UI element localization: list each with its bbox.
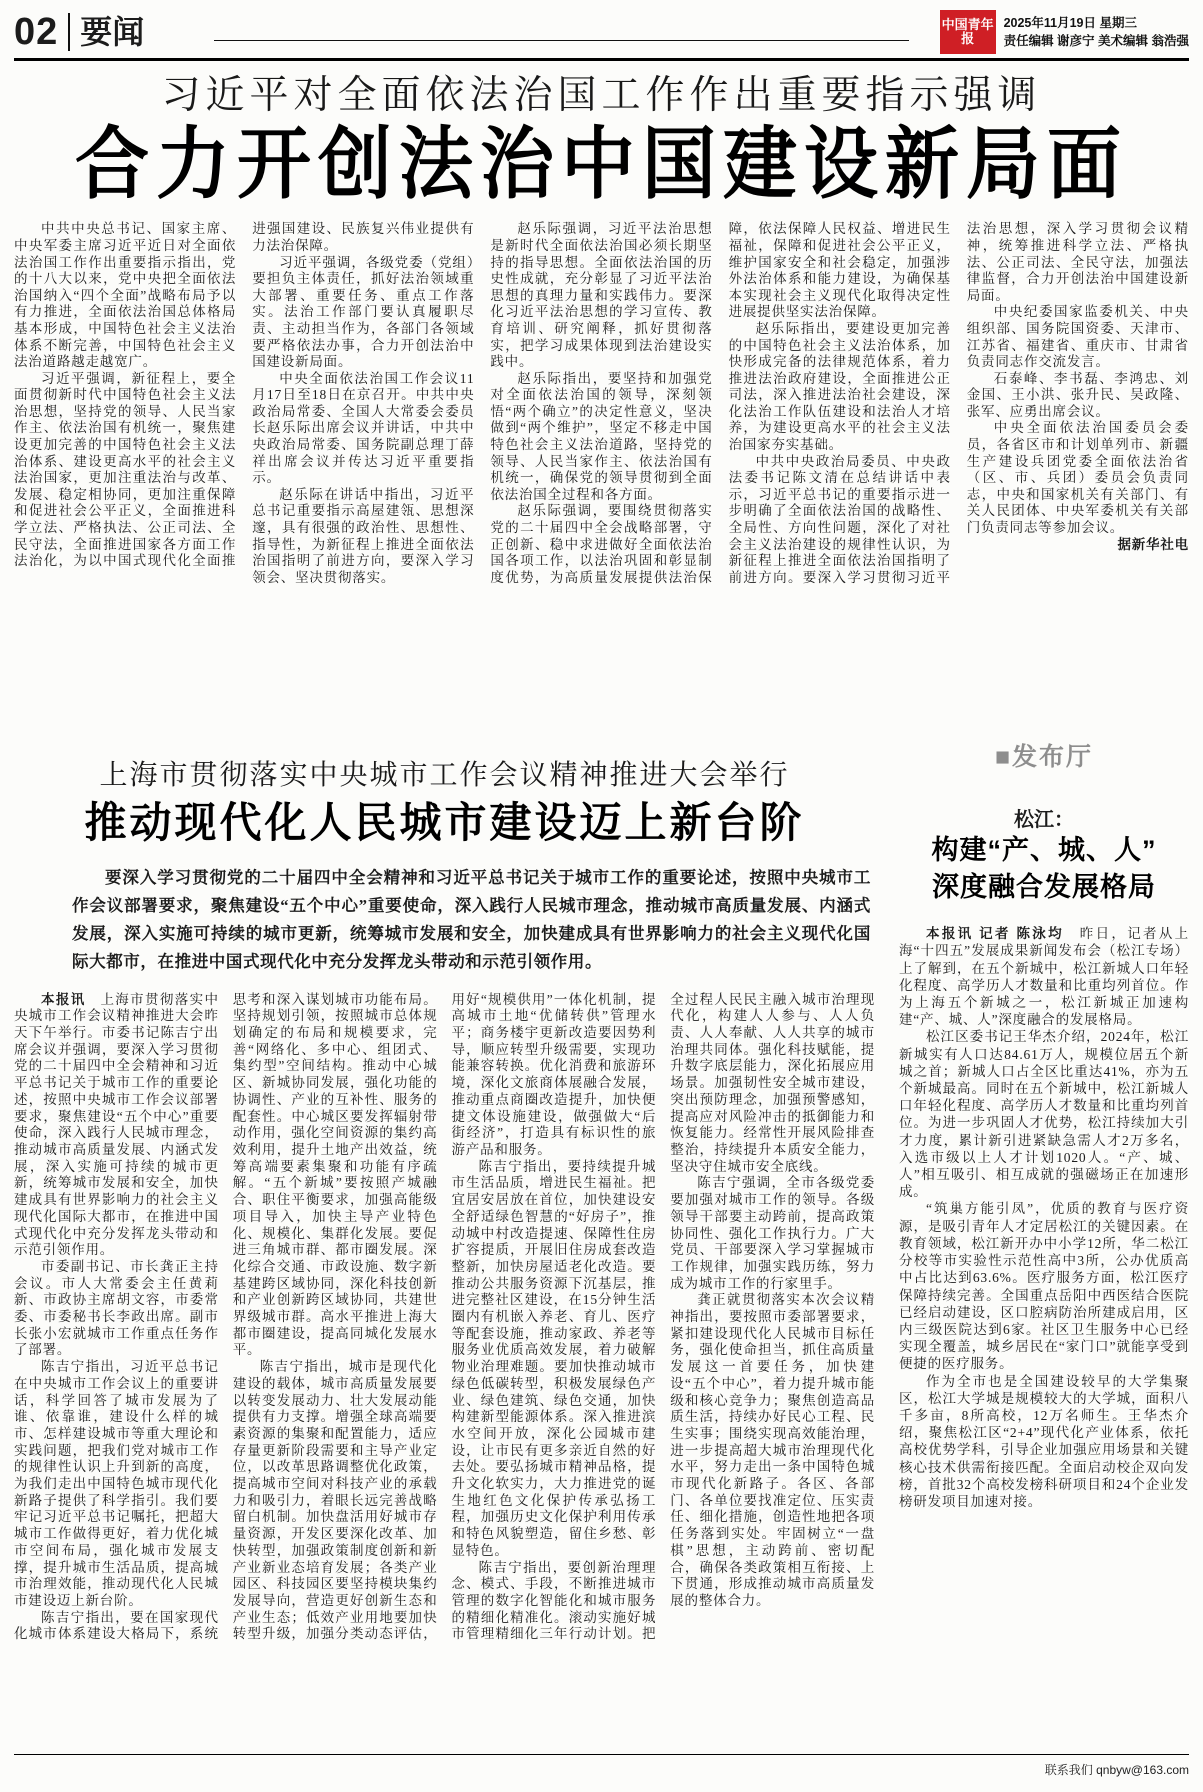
masthead-logo: 中国青年报 — [940, 10, 996, 54]
section-title: 要闻 — [80, 14, 145, 50]
paragraph: 龚正就贯彻落实本次会议精神指出，要按照市委部署要求，紧扣建设现代化人民城市目标任务，强化使命担当，抓住高质量发展这一首要任务，加快建设“五个中心”，着力提升城市能级和核心竞争力；聚焦创造高品质生活，持续办好民心工程、民生实事；围绕实现高效能治理，进一步提高超大城市治理现代化水平，努力走出一条中国特色城市现代化新路子。各区、各部门、各单位要找准定位、压实责任、细化措施，创造性地把各项任务落到实处。牢固树立“一盘棋”思想，主动跨前、密切配合，确保各类政策相互衔接、上下贯通，形成推动城市高质量发展的整体合力。 — [670, 1292, 875, 1608]
paragraph: 本报讯 上海市贯彻落实中央城市工作会议精神推进大会昨天下午举行。市委书记陈吉宁出席会议并强调，要深入学习贯彻党的二十届四中全会精神和习近平总书记关于城市工作的重要论述，按照中央城市工作会议部署要求，聚焦建设“五个中心”重要使命，深入践行人民城市理念，推动城市高质量发展、内涵式发展，深入实施可持续的城市更新，统筹城市发展和安全，加快建成具有世界影响力的社会主义现代化国际大都市，在推进中国式现代化中充分发挥龙头带动和示范引领作用。 — [14, 991, 219, 1258]
paragraph: 赵乐际指出，要建设更加完善的中国特色社会主义法治体系，加快形成完备的法律规范体系，着力推进法治政府建设，全面推进公正司法，深入推进法治社会建设，深化法治工作队伍建设和法治人才培养，为建设更高水平的社会主义法治国家夯实基础。 — [728, 320, 951, 453]
paragraph: 赵乐际在讲话中指出，习近平总书记重要指示高屋建瓴、思想深邃，具有很强的政治性、思想性、指导性，为新征程上推进全面依法治国指明了前进方向，要深入学习领会、坚决贯彻落实。 — [252, 486, 475, 585]
article2-body-columns — [14, 992, 875, 1792]
paragraph: 市委副书记、市长龚正主持会议。市人大常委会主任黄莉新、市政协主席胡文容，市委常委、市委秘书长李政出席。副市长张小宏就城市工作重点任务作了部署。 — [14, 1258, 219, 1358]
article2-kicker: 上海市贯彻落实中央城市工作会议精神推进大会举行 — [99, 759, 790, 791]
article-shanghai-city — [14, 753, 875, 1792]
page-number: 02 — [14, 11, 59, 53]
editors-line: 责任编辑 谢彦宁 美术编辑 翁浩强 — [1003, 34, 1189, 48]
header-thick-rule — [14, 58, 1189, 61]
paragraph: 中央纪委国家监委机关、中央组织部、国务院国资委、天津市、江苏省、福建省、重庆市、甘肃省负责同志作交流发言。 — [966, 304, 1189, 370]
article1-headline: 合力开创法治中国建设新局面 — [75, 119, 1128, 208]
lower-region — [14, 743, 1189, 1792]
paragraph: 陈吉宁指出，要创新治理理念、模式、手段，不断推进城市管理的数字化智能化和城市服务的精细化精准化。滚动实施好城市管理精细化三年行动计划。把全过程人民民主融入城市治理现代化，构建人人参与、人人负责、人人奉献、人人共享的城市治理共同体。强化科技赋能，提升数字底层能力，深化拓展应用场景。加强韧性安全城市建设，突出预防理念，加强预警感知，提高应对风险冲击的抵御能力和恢复能力。经常性开展风险排查整治，持续提升本质安全能力，坚决守住城市安全底线。 — [451, 991, 875, 1642]
page-header — [14, 10, 1189, 56]
paragraph: 作为全市也是全国建设较早的大学集聚区，松江大学城是规模较大的大学城，面积八千多亩，8所高校，12万名师生。王华杰介绍，聚焦松江区“2+4”现代化产业体系，依托高校优势学科，引导企业加强应用场景和关键核心技术供需衔接匹配。全面启动校企双向发榜，首批32个高校发榜科研项目和24个企业发榜研发项目加速对接。 — [899, 1373, 1189, 1509]
paragraph: 石泰峰、李书磊、李鸿忠、刘金国、王小洪、张升民、吴政隆、张军、应勇出席会议。 — [966, 370, 1189, 419]
paragraph: 习近平强调，新征程上，要全面贯彻新时代中国特色社会主义法治思想，坚持党的领导、人民当家作主、依法治国有机统一，聚焦建设更加完善的中国特色社会主义法治体系、建设更高水平的社会主义法治国家，更加注重法治与改革、发展、稳定相协同，更加注重保障和促进社会公平正义，全面推进科学立法、严格执法、公正司法、全民守法，全面推进国家各方面工作法治化，为以中国式现代化全面推进强国建设、民族复兴伟业提供有力法治保障。 — [14, 221, 475, 569]
paragraph: 陈吉宁强调，全市各级党委要加强对城市工作的领导。各级领导干部要主动跨前，提高政策协同性、强化工作执行力。广大党员、干部要深入学习掌握城市工作规律，加强实践历练，努力成为城市工作的行家里手。 — [670, 1175, 875, 1291]
contact-email: 联系我们 qnbyw@163.com — [1044, 1763, 1189, 1777]
article-law-governance — [14, 75, 1189, 649]
paragraph: 中共中央总书记、国家主席、中央军委主席习近平近日对全面依法治国工作作出重要指示指出，党的十八大以来，党中央把全面依法治国纳入“四个全面”战略布局予以有力推进，全面依法治国总体格局基本形成，中国特色社会主义法治体系不断完善，中国特色社会主义法治道路越走越宽广。 — [14, 221, 237, 370]
paragraph: 陈吉宁指出，习近平总书记在中央城市工作会议上的重要讲话，科学回答了城市发展为了谁、依靠谁，建设什么样的城市、怎样建设城市等重大理论和实践问题，把我们党对城市工作的规律性认识上升到新的高度，为我们走出中国特色城市现代化新路子提供了科学指引。我们要牢记习近平总书记嘱托，把超大城市工作做得更好，着力优化城市空间布局，强化城市发展支撑，提升城市生活品质，提高城市治理效能，推动现代化人民城市建设迈上新台阶。 — [14, 1359, 219, 1608]
header-divider — [68, 13, 70, 51]
article2-headline: 推动现代化人民城市建设迈上新台阶 — [84, 799, 805, 847]
sidebar-headline-line2: 深度融合发展格局 — [932, 871, 1156, 902]
sidebar-headline-line1: 构建“产、城、人” — [931, 835, 1157, 866]
paragraph: 陈吉宁指出，要在国家现代化城市体系建设大格局下，系统思考和深入谋划城市功能布局。坚持规划引领，按照城市总体规划确定的布局和规模要求，完善“网络化、多中心、组团式、集约型”空间结构。推动中心城区、新城协同发展，强化功能的协调性、产业的互补性、服务的配套性。中心城区要发挥辐射带动作用，强化空间资源的集约高效利用，提升土地产出效益，统筹高端要素集聚和功能有序疏解。“五个新城”要按照产城融合、职住平衡要求，加强高能级项目导入，加快主导产业特色化、规模化、集群化发展。要促进三角城市群、都市圈发展。深化综合交通、市政设施、数字新基建跨区域协同，深化科技创新和产业创新跨区域协同，共建世界级城市群。高水平推进上海大都市圈建设，提高同城化发展水平。 — [14, 991, 438, 1642]
article1-body-columns — [14, 221, 1189, 649]
paragraph: 据新华社电 — [1117, 536, 1189, 552]
page-footer — [14, 1754, 1189, 1778]
sidebar-body — [899, 925, 1189, 1785]
article1-kicker: 习近平对全面依法治国工作作出重要指示强调 — [161, 74, 1042, 117]
paragraph: 陈吉宁指出，要持续提升城市生活品质，增进民生福祉。把宜居安居放在首位，加快建设安全舒适绿色智慧的“好房子”，推动城中村改造提速、保障性住房扩容提质，开展旧住房成套改造整新，加快房屋适老化改造。要推动公共服务资源下沉基层，推进完整社区建设，在15分钟生活圈内有机嵌入养老、育儿、医疗等配套设施，推动家政、养老等服务业优质高效发展，着力破解物业治理难题。要加快推动城市绿色低碳转型，积极发展绿色产业、绿色建筑、绿色交通，加快构建新型能源体系。深入推进滨水空间开放，深化公园城市建设，让市民有更多亲近自然的好去处。要弘扬城市精神品格，提升文化软实力，大力推进党的诞生地红色文化保护传承弘扬工程，加强历史文化保护利用传承和特色风貌塑造，留住乡愁、彰显特色。 — [451, 1158, 657, 1558]
paragraph: 赵乐际强调，习近平法治思想是新时代全面依法治国必须长期坚持的指导思想。全面依法治国的历史性成就，充分彰显了习近平法治思想的真理力量和实践伟力。要深化习近平法治思想的学习宣传、教育培训、研究阐释，抓好贯彻落实，把学习成果体现到法治建设实践中。 — [490, 221, 713, 370]
paragraph: 陈吉宁指出，城市是现代化建设的载体，城市高质量发展要以转变发展动力、壮大发展动能提供有力支撑。增强全球高端要素资源的集聚和配置能力，适应存量更新阶段需要和主导产业定位，以改革思路调整优化政策，提高城市空间对科技产业的承载力和吸引力，着眼长远完善战略留白机制。加快盘活用好城市存量资源，开发区要深化改革、加快转型，加强政策制度创新和新产业新业态培育发展；各类产业园区、科技园区要坚持模块集约发展导向，营造更好创新生态和产业生态；低效产业用地要加快转型升级，加强分类动态评估，用好“规模供用”一体化机制，提高城市土地“优储转供”管理水平；商务楼宇更新改造要因势利导，顺应转型升级需要，实现功能兼容转换。优化消费和旅游环境，深化文旅商体展融合发展，推动重点商圈改造提升，加快便捷文体设施建设，做强做大“后街经济”，打造具有标识性的旅游产品和服务。 — [232, 991, 657, 1642]
paragraph: 中央全面依法治国工作会议11月17日至18日在京召开。中共中央政治局常委、全国人大常委会委员长赵乐际出席会议并讲话，中共中央政治局常委、国务院副总理丁薛祥出席会议并传达习近平重要指示。 — [252, 370, 475, 486]
paragraph: 赵乐际指出，要坚持和加强党对全面依法治国的领导，深刻领悟“两个确立”的决定性意义，坚决做到“两个维护”，坚定不移走中国特色社会主义法治道路，坚持党的领导、人民当家作主、依法治国有机统一，确保党的领导贯彻到全面依法治国全过程和各方面。 — [490, 370, 713, 502]
paragraph: 本报讯 记者 陈泳均 昨日，记者从上海“十四五”发展成果新闻发布会（松江专场）上了解到，在五个新城中，松江新城人口年轻化程度、高学历人才数量和比重均列首位。作为上海五个新城之一，松江新城正加速构建“产、城、人”深度融合的发展格局。 — [899, 926, 1189, 1028]
paragraph: 中央全面依法治国委员会委员，各省区市和计划单列市、新疆生产建设兵团党委全面依法治省（区、市、兵团）委员会负责同志，中央和国家机关有关部门、有关人民团体、中央军委机关有关部门负责同志等参加会议。 — [966, 420, 1189, 536]
paragraph: 中共中央政治局委员、中央政法委书记陈文清在总结讲话中表示，习近平总书记的重要指示进一步明确了全面依法治国的战略性、全局性、方向性问题，深化了对社会主义法治建设的规律性认识，为新征程上推进全面依法治国指明了前进方向。要深入学习贯彻习近平法治思想，深入学习贯彻会议精神，统筹推进科学立法、严格执法、公正司法、全民守法，加强法律监督，合力开创法治中国建设新局面。 — [728, 221, 1189, 585]
paragraph: 习近平强调，各级党委（党组）要担负主体责任，抓好法治领域重大部署、重要任务、重点工作落实。法治工作部门要认真履职尽责、主动担当作为，各部门各领域要严格依法办事，合力开创法治中国建设新局面。 — [252, 254, 475, 370]
paragraph: 松江区委书记王华杰介绍，2024年，松江新城实有人口达84.61万人，规模位居五个新城之首；新城人口占全区比重达41%，亦为五个新城最高。同时在五个新城中，松江新城人口年轻化程度、高学历人才数量和比重均列首位。为进一步巩固人才优势，松江持续加大引才力度，累计新引进紧缺急需人才2万多名，入选市级以上人才计划1020人。“产、城、人”相互吸引、相互成就的强磁场正在加速形成。 — [899, 1029, 1189, 1200]
paragraph: 赵乐际强调，要围绕贯彻落实党的二十届四中全会战略部署，守正创新、稳中求进做好全面依法治国各项工作，以法治巩固和彰显制度优势，为高质量发展提供法治保障，依法保障人民权益、增进民生福祉，保障和促进社会公平正义，维护国家安全和社会稳定，加强涉外法治体系和能力建设，为确保基本实现社会主义现代化取得决定性进展提供坚实法治保障。 — [490, 221, 951, 585]
sidebar-section-marker: ■发布厅 — [994, 743, 1094, 772]
sidebar-press-room — [899, 743, 1189, 1792]
date-line: 2025年11月19日 星期三 — [1003, 16, 1137, 30]
paragraph: “筑巢方能引凤”，优质的教育与医疗资源，是吸引青年人才定居松江的关键因素。在教育领域，松江新开办中小学12所，华二松江分校等市实验性示范性高中3所，公办优质高中占比达到63.6%。医疗服务方面，松江医疗保障持续完善。全国重点岳阳中西医结合医院已经启动建设，区口腔病防治所建成启用，区内三级医院达到6家。社区卫生服务中心已经实现全覆盖，城乡居民在“家门口”就能享受到便捷的医疗服务。 — [899, 1201, 1189, 1372]
article2-lede: 要深入学习贯彻党的二十届四中全会精神和习近平总书记关于城市工作的重要论述，按照中央城市工作会议部署要求，聚焦建设“五个中心”重要使命，深入践行人民城市理念，推动城市高质量发展、内涵式发展，深入实施可持续的城市更新，统筹城市发展和安全，加快建成具有世界影响力的社会主义现代化国际大都市，在推进中国式现代化中充分发挥龙头带动和示范引领作用。 — [72, 867, 871, 971]
sidebar-dek: 松江： — [1014, 809, 1074, 832]
header-rule — [214, 40, 909, 41]
